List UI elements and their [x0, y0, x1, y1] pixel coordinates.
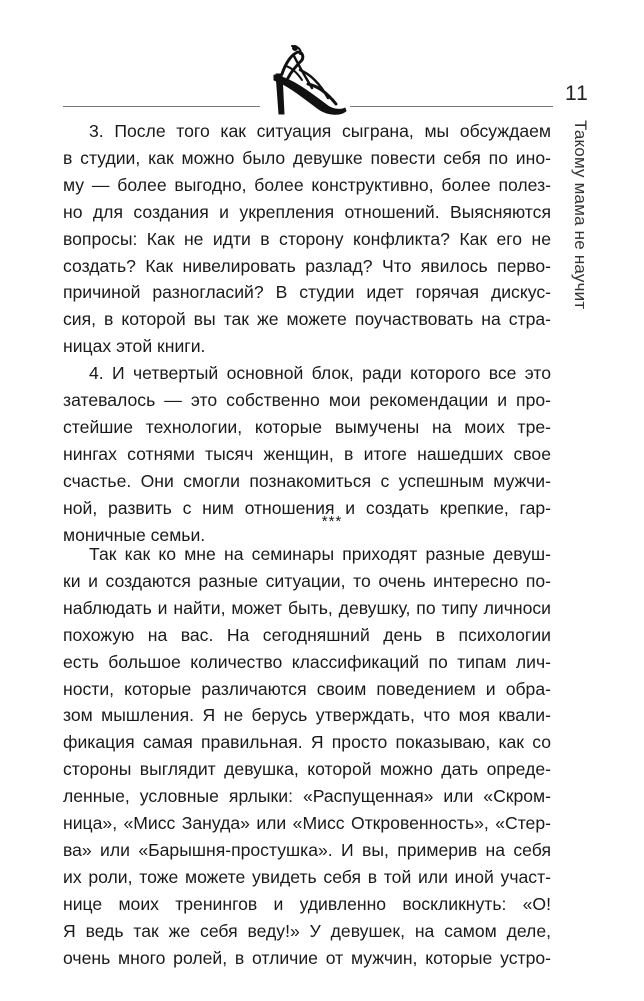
text-line: ленные, условные ярлыки: «Распущенная» или «Скром- [63, 786, 551, 807]
running-title: Такому мама не научит [571, 120, 590, 310]
text-line: наблюдать и найти, может быть, девушку, по типу личноси [63, 597, 551, 618]
text-line: их роли, тоже можете увидеть себя в той или иной участ- [63, 866, 551, 887]
section-separator: *** [321, 513, 343, 530]
text-line: в студии, как можно было девушке повести себя по ино- [63, 147, 551, 168]
text-line: но для создания и укрепления отношений. Выясняются [63, 201, 551, 222]
text-line: Я ведь так же себя веду!» У девушек, на самом деле, [63, 920, 551, 941]
body-text-block-2 [63, 541, 551, 972]
text-line: похожую на вас. На сегодняшний день в психологии [63, 624, 551, 645]
page-number: 11 [565, 82, 589, 105]
text-line: сия, в которой вы так же можете поучаствовать на стра- [63, 309, 551, 330]
text-line: ница», «Мисс Зануда» или «Мисс Откровенность», «Стер- [63, 813, 551, 834]
text-line: нингах сотнями тысяч женщин, в итоге нашедших свое [63, 443, 551, 464]
text-line: ности, которые различаются своим поведением и обра- [63, 678, 551, 699]
text-line: стейшие технологии, которые вымучены на моих тре- [63, 416, 551, 437]
text-line: ва» или «Барышня-простушка». И вы, примерив на себя [63, 839, 551, 860]
text-line: создать? Как нивелировать разлад? Что явилось перво- [63, 255, 551, 276]
header-rule-right [350, 106, 553, 107]
text-line: есть большое количество классификаций по типам лич- [63, 651, 551, 672]
text-line: затевалось — это собственно мои рекомендации и про- [63, 390, 551, 411]
text-line: нице моих тренингов и удивленно воскликнуть: «О! [63, 893, 551, 914]
text-line: вопросы: Как не идти в сторону конфликта? Как его не [63, 228, 551, 249]
header-rule-left [63, 106, 260, 107]
text-line: 4. И четвертый основной блок, ради которого все это [89, 363, 551, 384]
high-heel-shoe-icon [262, 44, 348, 126]
text-line: ки и создаются разные ситуации, то очень интересно по- [63, 570, 551, 591]
text-line: му — более выгодно, более конструктивно, более полез- [63, 174, 551, 195]
text-line: фикация самая правильная. Я просто показываю, как со [63, 732, 551, 753]
text-line: счастье. Они смогли познакомиться с успешным мужчи- [63, 470, 551, 491]
body-text-block-1 [63, 118, 551, 549]
text-line: 3. После того как ситуация сыграна, мы обсуждаем [89, 121, 551, 141]
text-line: стороны выглядит девушка, которой можно дать опреде- [63, 759, 551, 780]
text-line: ницах этой книги. [63, 336, 206, 357]
text-line: ной, развить с ним отношения и создать крепкие, гар- [63, 497, 551, 518]
text-line: очень много ролей, в отличие от мужчин, которые устро- [63, 947, 551, 968]
text-line: зом мышления. Я не берусь утверждать, что моя квали- [63, 705, 551, 726]
text-line: моничные семьи. [63, 524, 206, 545]
text-line: Так как ко мне на семинары приходят разные девуш- [89, 544, 551, 564]
text-line: причиной разногласий? В студии идет горячая дискус- [63, 282, 551, 303]
